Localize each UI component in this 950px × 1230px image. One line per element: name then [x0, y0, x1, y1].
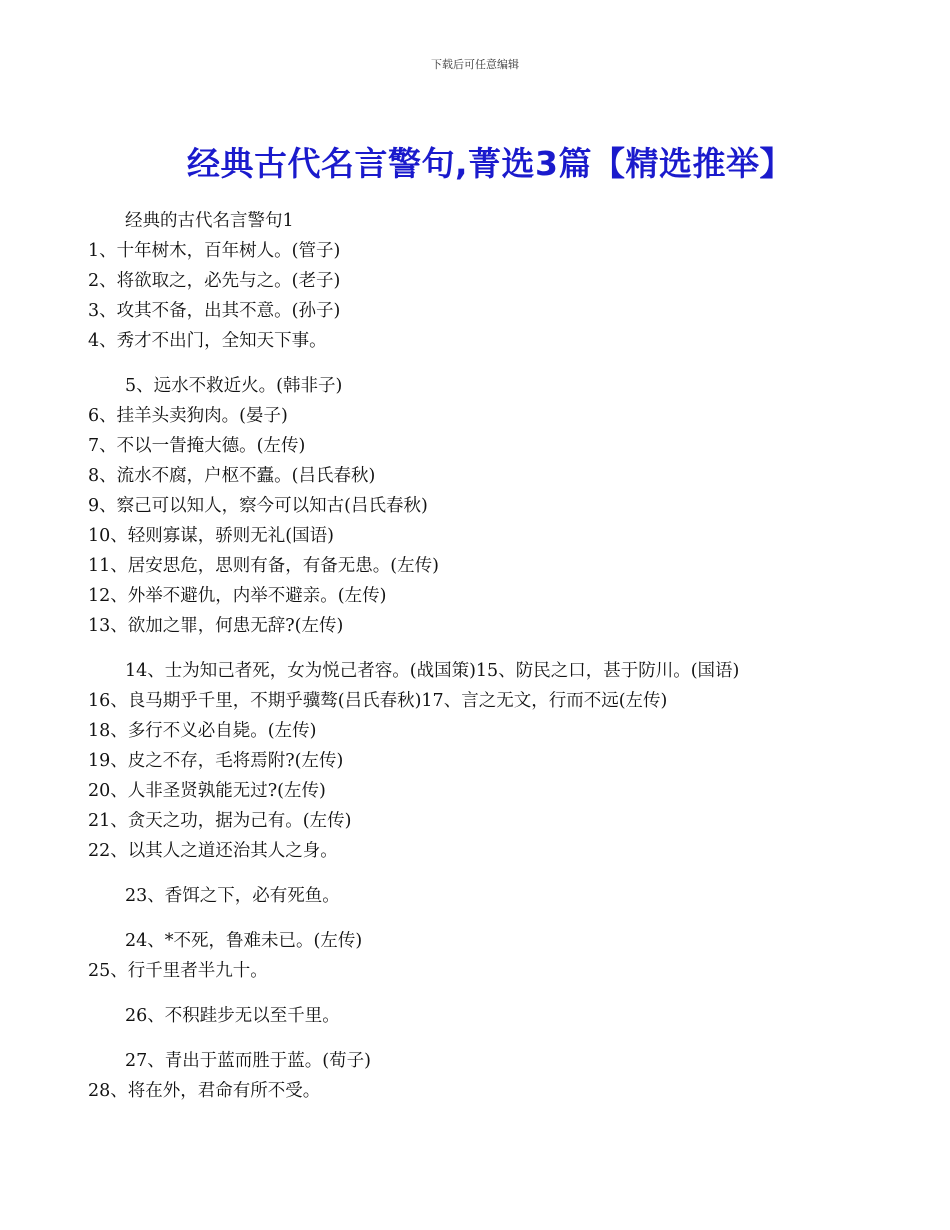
quote-line: 18、多行不义必自毙。(左传) [88, 721, 317, 741]
quote-line: 25、行千里者半九十。 [88, 961, 268, 981]
quote-line: 2、将欲取之，必先与之。(老子) [88, 271, 341, 291]
quote-line: 7、不以一眚掩大德。(左传) [88, 436, 306, 456]
quote-line: 22、以其人之道还治其人之身。 [88, 841, 338, 861]
quote-line: 20、人非圣贤孰能无过?(左传) [88, 781, 326, 801]
quote-line: 27、青出于蓝而胜于蓝。(荀子) [125, 1051, 371, 1071]
quote-line: 10、轻则寡谋，骄则无礼(国语) [88, 526, 334, 546]
page-header: 下载后可任意编辑 [431, 58, 519, 71]
quote-line: 23、香饵之下，必有死鱼。 [125, 886, 340, 906]
section-heading: 经典的古代名言警句1 [125, 211, 294, 231]
quote-line: 9、察己可以知人，察今可以知古(吕氏春秋) [88, 496, 428, 516]
quote-line: 24、*不死，鲁难未已。(左传) [125, 931, 363, 951]
quote-line: 16、良马期乎千里，不期乎骥骜(吕氏春秋)17、言之无文，行而不远(左传) [88, 691, 668, 711]
quote-line: 26、不积跬步无以至千里。 [125, 1006, 340, 1026]
quote-line: 19、皮之不存，毛将焉附?(左传) [88, 751, 344, 771]
quote-line: 4、秀才不出门，全知天下事。 [88, 331, 327, 351]
quote-line: 1、十年树木，百年树人。(管子) [88, 241, 341, 261]
quote-line: 11、居安思危，思则有备，有备无患。(左传) [88, 556, 439, 576]
quote-line: 5、远水不救近火。(韩非子) [125, 376, 343, 396]
quote-line: 6、挂羊头卖狗肉。(晏子) [88, 406, 288, 426]
quote-line: 12、外举不避仇，内举不避亲。(左传) [88, 586, 387, 606]
quote-line: 13、欲加之罪，何患无辞?(左传) [88, 616, 344, 636]
document-body [88, 206, 928, 1106]
quote-line: 28、将在外，君命有所不受。 [88, 1081, 321, 1101]
quote-line: 14、士为知己者死，女为悦己者容。(战国策)15、防民之口，甚于防川。(国语) [125, 661, 740, 681]
quote-line: 8、流水不腐，户枢不蠹。(吕氏春秋) [88, 466, 376, 486]
quote-line: 21、贪天之功，据为己有。(左传) [88, 811, 352, 831]
document-title: 经典古代名言警句,菁选3篇【精选推举】 [187, 144, 793, 183]
quote-line: 3、攻其不备，出其不意。(孙子) [88, 301, 341, 321]
